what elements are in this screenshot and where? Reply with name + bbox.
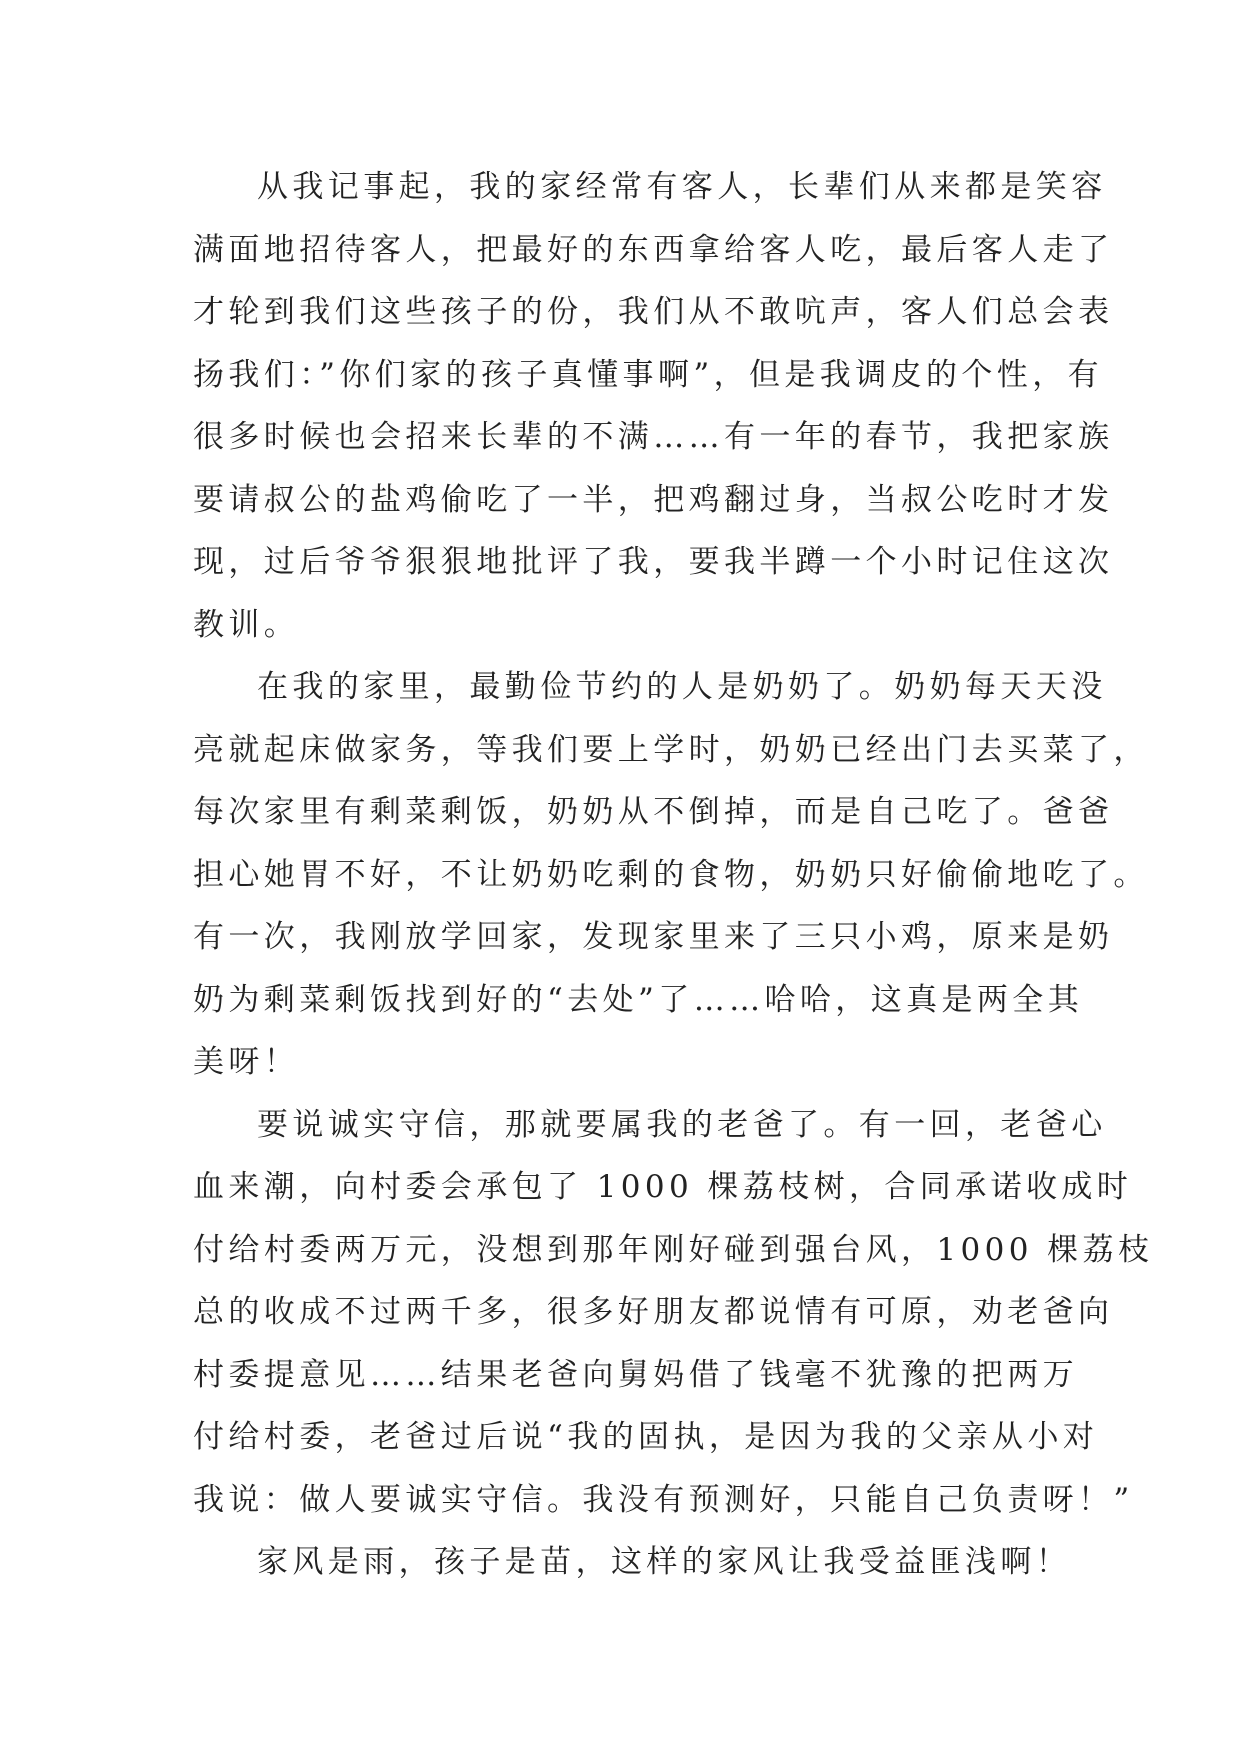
- paragraph-2-line-7: 美呀！: [193, 1044, 300, 1080]
- paragraph-1-line-7: 现，过后爷爷狠狠地批评了我，要我半蹲一个小时记住这次: [193, 544, 1114, 580]
- paragraph-3-line-2: 血来潮，向村委会承包了 1000 棵荔枝树，合同承诺收成时: [193, 1169, 1133, 1205]
- paragraph-1-line-3: 才轮到我们这些孩子的份，我们从不敢吭声，客人们总会表: [193, 294, 1114, 330]
- paragraph-1-line-4: 扬我们：”你们家的孩子真懂事啊”，但是我调皮的个性，有: [193, 356, 1103, 393]
- paragraph-4-line-1: 家风是雨，孩子是苗，这样的家风让我受益匪浅啊！: [257, 1544, 1072, 1580]
- paragraph-2-line-5: 有一次，我刚放学回家，发现家里来了三只小鸡，原来是奶: [193, 919, 1114, 955]
- paragraph-1-line-5: 很多时候也会招来长辈的不满……有一年的春节，我把家族: [193, 419, 1114, 455]
- document-body: [193, 156, 1154, 1594]
- paragraph-1-line-8: 教训。: [193, 606, 300, 643]
- paragraph-3-line-6: 付给村委，老爸过后说“我的固执，是因为我的父亲从小对: [193, 1419, 1099, 1455]
- paragraph-3-line-3: 付给村委两万元，没想到那年刚好碰到强台风，1000 棵荔枝: [193, 1231, 1154, 1268]
- paragraph-3-line-1: 要说诚实守信，那就要属我的老爸了。有一回，老爸心: [257, 1106, 1107, 1143]
- paragraph-2-line-6: 奶为剩菜剩饭找到好的“去处”了……哈哈，这真是两全其: [193, 981, 1084, 1018]
- paragraph-3-line-7: 我说：做人要诚实守信。我没有预测好，只能自己负责呀！”: [193, 1481, 1134, 1518]
- paragraph-2-line-3: 每次家里有剩菜剩饭，奶奶从不倒掉，而是自己吃了。爸爸: [193, 794, 1114, 830]
- paragraph-1-line-6: 要请叔公的盐鸡偷吃了一半，把鸡翻过身，当叔公吃时才发: [193, 481, 1114, 518]
- paragraph-3-line-5: 村委提意见……结果老爸向舅妈借了钱毫不犹豫的把两万: [193, 1356, 1078, 1393]
- paragraph-2-line-1: 在我的家里，最勤俭节约的人是奶奶了。奶奶每天天没: [257, 669, 1107, 705]
- paragraph-1-line-2: 满面地招待客人，把最好的东西拿给客人吃，最后客人走了: [193, 231, 1114, 268]
- paragraph-2-line-2: 亮就起床做家务，等我们要上学时，奶奶已经出门去买菜了，: [193, 731, 1149, 768]
- paragraph-1-line-1: 从我记事起，我的家经常有客人，长辈们从来都是笑容: [257, 169, 1107, 205]
- paragraph-2-line-4: 担心她胃不好，不让奶奶吃剩的食物，奶奶只好偷偷地吃了。: [193, 856, 1149, 893]
- paragraph-3-line-4: 总的收成不过两千多，很多好朋友都说情有可原，劝老爸向: [193, 1294, 1114, 1330]
